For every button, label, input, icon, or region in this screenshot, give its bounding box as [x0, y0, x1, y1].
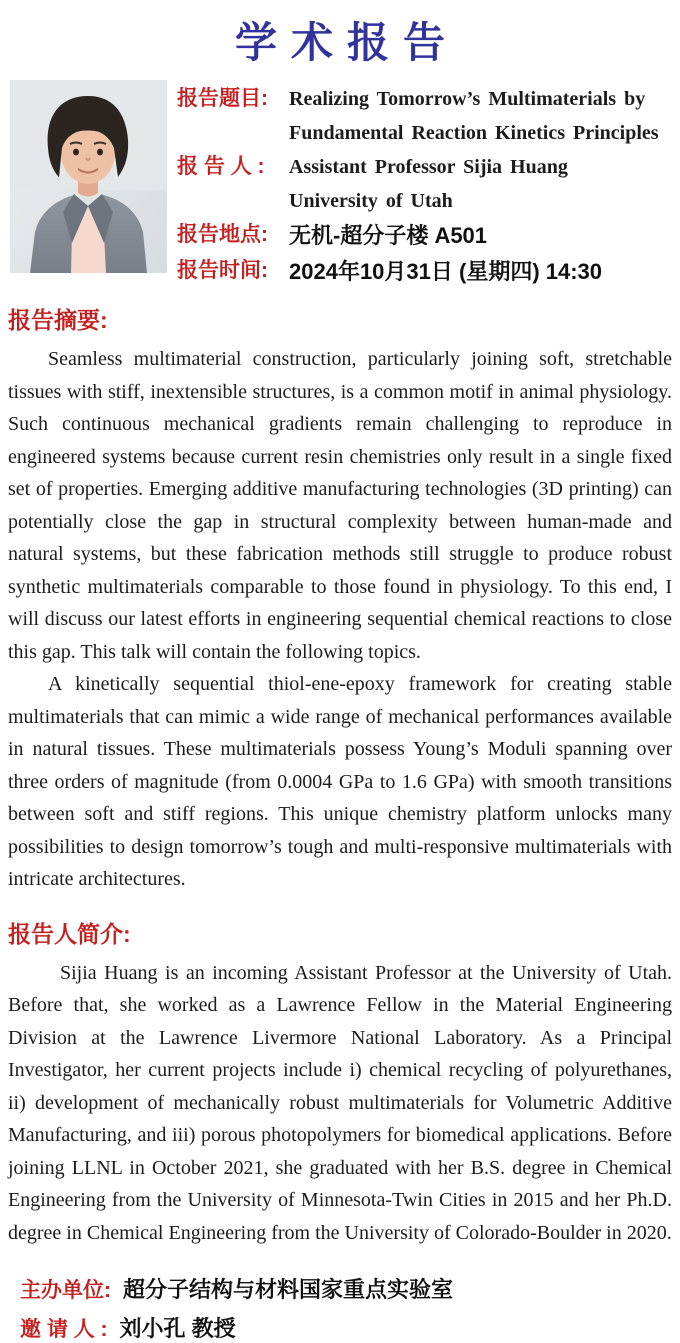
detail-row-location [177, 218, 676, 254]
speaker-line2: University of Utah [289, 190, 453, 212]
talk-title-line1: Realizing Tomorrow’s Multimaterials by [289, 88, 646, 110]
time-label: 报告时间: [177, 259, 268, 282]
bio-paragraph: Sijia Huang is an incoming Assistant Professor at the University of Utah. Before that, she worked as a Lawrence Fellow in the Material Engineering Division at the Lawrence Livermore National Laboratory. As a Principal Investigator, her current projects include i) chemical recycling of polyurethanes, ii) development of mechanically robust multimaterials for Volumetric Additive Manufacturing, and iii) porous photopolymers for biomedical applications. Before joining LLNL in October 2021, she graduated with her B.S. degree in Chemical Engineering from the University of Minnesota-Twin Cities in 2015 and her Ph.D. degree in Chemical Engineering from the University of Colorado-Boulder in 2020. [8, 961, 672, 1244]
time-value: 2024年10月31日 (星期四) 14:30 [289, 259, 603, 284]
inviter-row [20, 1312, 680, 1343]
detail-row-time [177, 254, 676, 290]
talk-title [289, 82, 659, 150]
speaker-photo [10, 80, 167, 273]
organizer-value: 超分子结构与材料国家重点实验室 [123, 1277, 454, 1302]
detail-row-title [177, 82, 676, 150]
title-label: 报告题目: [177, 87, 268, 110]
detail-row-speaker [177, 150, 676, 218]
inviter-label: 邀 请 人 : [20, 1318, 108, 1341]
page-title: 学术报告 [234, 19, 459, 66]
footer-section [20, 1273, 680, 1343]
talk-details [177, 80, 676, 290]
bio-heading: 报告人简介: [8, 920, 131, 947]
speaker-label: 报 告 人 : [177, 155, 265, 178]
abstract-paragraph-1: Seamless multimaterial construction, particularly joining soft, stretchable tissues with stiff, inextensible structures, is a common motif in animal physiology. Such continuous mechanical gradients remain challenging to reproduce in engineered systems because current resin chemistries only result in a single fixed set of properties. Emerging additive manufacturing technologies (3D printing) can potentially close the gap in structural complexity between human-made and natural systems, but these fabrication methods still struggle to produce robust synthetic multimaterials comparable to those found in physiology. To this end, I will discuss our latest efforts in engineering sequential chemical reactions to close this gap. This talk will contain the following topics. [8, 348, 672, 663]
header-section [0, 76, 680, 290]
abstract-heading: 报告摘要: [8, 307, 108, 333]
speaker-line1: Assistant Professor Sijia Huang [289, 156, 568, 178]
location-value: 无机-超分子楼 A501 [289, 223, 488, 248]
organizer-label: 主办单位: [20, 1279, 111, 1302]
abstract-paragraph-2: A kinetically sequential thiol-ene-epoxy framework for creating stable multimaterials that can mimic a wide range of mechanical performances available in natural tissues. These multimaterials possess Young’s Moduli spanning over three orders of magnitude (from 0.0004 GPa to 1.6 GPa) with smooth transitions between soft and stiff regions. This unique chemistry platform unlocks many possibilities to design tomorrow’s tough and multi-responsive multimaterials with intricate architectures. [8, 673, 672, 890]
location-label: 报告地点: [177, 223, 268, 246]
organizer-row [20, 1273, 680, 1304]
speaker-photo-illustration [10, 80, 167, 273]
speaker-name [289, 150, 568, 218]
inviter-value: 刘小孔 教授 [119, 1316, 236, 1341]
talk-title-line2: Fundamental Reaction Kinetics Principles [289, 122, 659, 144]
